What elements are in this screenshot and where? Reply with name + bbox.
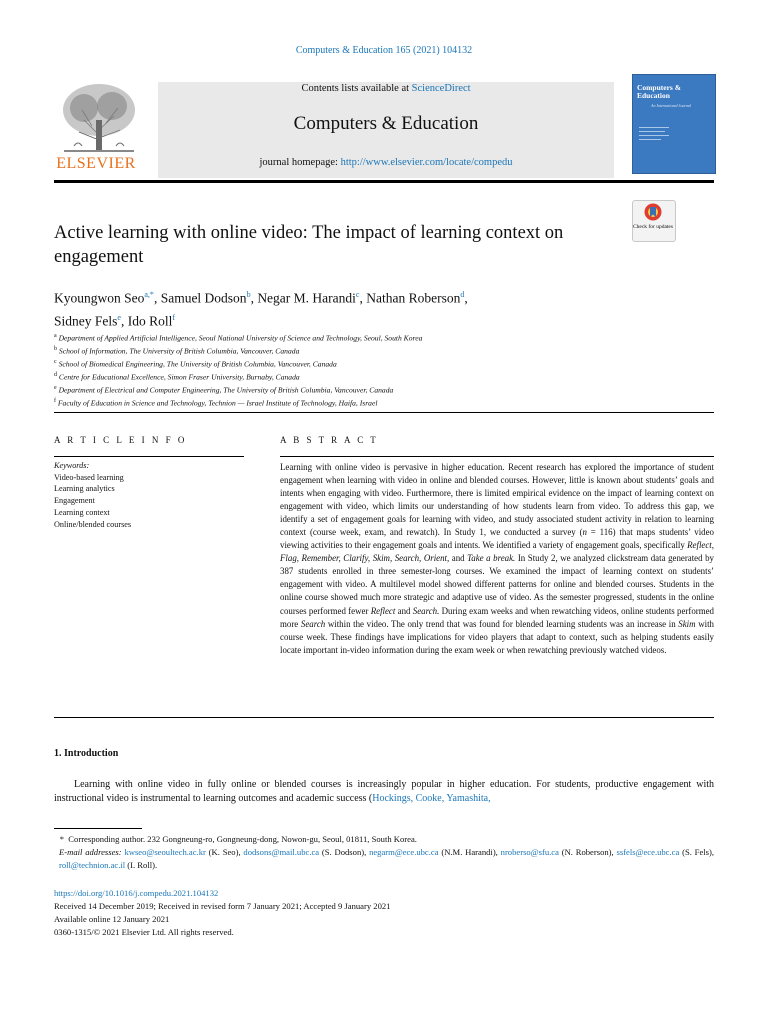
- author-affiliation-marker[interactable]: e: [117, 312, 121, 322]
- email-link[interactable]: nroberso@sfu.ca: [500, 847, 559, 857]
- affiliation: [54, 331, 714, 344]
- email-link[interactable]: roll@technion.ac.il: [59, 860, 126, 870]
- publisher-name: ELSEVIER: [56, 155, 136, 172]
- abstract-fragment: with course week. These findings have implications for video players that adapt to context, such as helping students easily locate important in-video information during the exam week or when rewatching previously watched videos.: [280, 618, 714, 655]
- author-separator: ,: [250, 290, 258, 306]
- keyword-item[interactable]: Video-based learning: [54, 472, 124, 482]
- introduction-heading: 1. Introduction: [54, 748, 119, 759]
- bookmark-update-icon: [644, 203, 662, 221]
- affiliation-text: School of Information, The University of British Columbia, Vancouver, Canada: [58, 346, 300, 356]
- homepage-line: [158, 157, 614, 168]
- email-owner: (S. Dodson),: [319, 847, 370, 857]
- keyword-item[interactable]: Learning context: [54, 507, 110, 517]
- keyword-item[interactable]: Engagement: [54, 496, 95, 506]
- affiliation: [54, 344, 714, 357]
- author-list: [54, 285, 694, 330]
- abstract-fragment: within the video. The only trend that was found for blended learning students was an increase in: [325, 618, 679, 629]
- article-info-heading: A R T I C L E I N F O: [54, 435, 187, 445]
- email-owner: (I. Roll).: [125, 860, 158, 870]
- available-online: Available online 12 January 2021: [54, 914, 170, 924]
- homepage-link[interactable]: http://www.elsevier.com/locate/compedu: [340, 157, 513, 168]
- cover-title: Computers & Education: [637, 83, 681, 100]
- email-owner: (N.M. Harandi),: [438, 847, 501, 857]
- email-owner: (N. Roberson),: [558, 847, 617, 857]
- author-affiliation-marker[interactable]: d: [460, 290, 465, 299]
- affiliation-text: Department of Applied Artificial Intelligence, Seoul National University of Science and Technology, Seoul, South Korea: [58, 333, 423, 343]
- homepage-prefix: journal homepage:: [259, 157, 341, 168]
- affiliation-marker: e: [54, 385, 57, 392]
- author-affiliation-marker[interactable]: b: [246, 290, 251, 299]
- abstract-fragment: Reflect, Flag, Remember, Clarify, Skim, Search, Orient,: [280, 540, 714, 564]
- abstract-fragment: Skim: [678, 618, 696, 629]
- author-name[interactable]: Negar M. Harandi: [257, 290, 356, 306]
- publication-info: [54, 887, 714, 939]
- email-link[interactable]: dodsons@mail.ubc.ca: [243, 847, 320, 857]
- affiliation: [54, 383, 714, 396]
- introduction-body: Learning with online video in fully online or blended courses is increasingly popular in higher education. For students, productive engagement with instructional video is instrumental to learning outcomes and academic success (: [54, 779, 714, 804]
- keyword-item[interactable]: Learning analytics: [54, 484, 115, 494]
- abstract-fragment: In Study 2, we analyzed clickstream data generated by 387 students enrolled in three semester-long courses. We examined the impact of learning context on students’ engagement with video. A multilevel model showed different patterns for online and blended courses. Students in the online course showed much more strategic and adaptive use of video. As the semester progressed, students in the online courses performed fewer: [280, 553, 714, 616]
- abstract-fragment: Take a break.: [467, 553, 516, 564]
- section-divider: [54, 717, 714, 718]
- corresponding-author-note: * Corresponding author. 232 Gongneung-ro, Gongneung-dong, Nowon-gu, Seoul, 01811, South Korea.: [59, 834, 417, 844]
- affiliation-list: [54, 331, 714, 409]
- abstract-divider: [280, 456, 714, 457]
- copyright-line: 0360-1315/© 2021 Elsevier Ltd. All rights reserved.: [54, 927, 234, 937]
- author-separator: ,: [359, 290, 367, 306]
- footnote-divider: [54, 828, 142, 829]
- sciencedirect-link[interactable]: ScienceDirect: [411, 83, 471, 94]
- footnotes: [54, 833, 714, 872]
- email-link[interactable]: ssfels@ece.ubc.ca: [616, 847, 680, 857]
- email-owner: (K. Seo),: [205, 847, 244, 857]
- email-addresses: [54, 846, 714, 872]
- abstract-fragment: Search.: [412, 605, 440, 616]
- email-link[interactable]: kwseo@seoultech.ac.kr: [124, 847, 206, 857]
- citation-link[interactable]: Hockings, Cooke, Yamashita,: [372, 793, 491, 804]
- affiliation: [54, 370, 714, 383]
- affiliation-marker: a: [54, 333, 57, 339]
- contents-prefix: Contents lists available at: [301, 83, 412, 94]
- abstract-fragment: Reflect: [370, 605, 396, 616]
- author-affiliation-marker[interactable]: f: [172, 312, 176, 322]
- affiliation: [54, 396, 714, 409]
- article-info-divider: [54, 456, 244, 457]
- affiliation-marker: d: [54, 372, 57, 379]
- journal-reference[interactable]: Computers & Education 165 (2021) 104132: [295, 45, 473, 56]
- affiliation-text: Centre for Educational Excellence, Simon Fraser University, Burnaby, Canada: [58, 372, 300, 382]
- abstract-fragment: and: [449, 553, 468, 564]
- doi-link[interactable]: https://doi.org/10.1016/j.compedu.2021.104132: [54, 888, 219, 898]
- abstract-heading: A B S T R A C T: [280, 435, 379, 445]
- abstract-fragment: Search: [300, 618, 326, 629]
- affiliation-text: Department of Electrical and Computer Engineering, The University of British Columbia, Vancouver, Canada: [58, 385, 394, 395]
- author-name[interactable]: Sidney Fels: [54, 313, 118, 328]
- received-dates: Received 14 December 2019; Received in revised form 7 January 2021; Accepted 9 January 2021: [54, 901, 391, 911]
- abstract-fragment: and: [395, 605, 413, 616]
- affiliation-text: Faculty of Education in Science and Technology, Technion — Israel Institute of Technology, Haifa, Israel: [57, 398, 378, 408]
- affiliation-marker: b: [54, 346, 57, 353]
- keywords-block: [54, 460, 244, 530]
- journal-title: Computers & Education: [293, 113, 479, 134]
- check-for-updates-label: Check for updates: [632, 224, 673, 230]
- author-separator: ,: [464, 290, 468, 306]
- abstract-fragment: During exam weeks and when rewatching videos, online students performed more: [280, 605, 714, 629]
- email-link[interactable]: negarm@ece.ubc.ca: [369, 847, 439, 857]
- section-divider: [54, 412, 714, 413]
- abstract-fragment: Learning with online video is pervasive in higher education. Recent research has explored the importance of student engagement when learning with video in online and blended courses. However, little is known about students’ goals and intents when engaging with video. Furthermore, there is limited empirical evidence on the impact of learning context on engagement with video, which limits our understanding of how students learn from video. To address this gap, we identify a set of engagement goals for learning with video, and study associated student activity in relation to learning context (course week, exam, and rewatch). In Study 1, we conducted a survey (: [280, 462, 714, 538]
- keywords-label: Keywords:: [54, 461, 90, 470]
- abstract-fragment: = 116) that maps students’ video viewing activities to their engagement goals and intents. We identified a variety of engagement goals, specifically: [280, 527, 714, 551]
- author-name[interactable]: Ido Roll: [127, 313, 173, 328]
- keyword-item[interactable]: Online/blended courses: [54, 519, 132, 529]
- author-affiliation-marker[interactable]: a,*: [144, 290, 154, 299]
- header-divider: [54, 180, 714, 183]
- corresponding-text: Corresponding author. 232 Gongneung-ro, Gongneung-dong, Nowon-gu, Seoul, 01811, South Korea.: [68, 834, 417, 844]
- author-name[interactable]: Kyoungwon Seo: [54, 290, 145, 306]
- email-label: E-mail addresses:: [59, 847, 122, 857]
- contents-line: [158, 83, 614, 94]
- author-separator: ,: [153, 290, 161, 306]
- article-title: Active learning with online video: The impact of learning context on engagement: [54, 223, 564, 267]
- author-name[interactable]: Nathan Roberson: [366, 290, 461, 306]
- abstract-text: [280, 461, 714, 657]
- affiliation-text: School of Biomedical Engineering, The University of British Columbia, Vancouver, Canada: [58, 359, 337, 369]
- author-separator: ,: [120, 313, 128, 328]
- author-affiliation-marker[interactable]: c: [355, 290, 360, 299]
- author-name[interactable]: Samuel Dodson: [160, 290, 247, 306]
- abstract-fragment: n: [582, 527, 587, 538]
- keywords-list: [54, 472, 244, 531]
- affiliation-marker: f: [54, 398, 56, 405]
- email-owner: (S. Fels),: [679, 847, 715, 857]
- introduction-text: [54, 778, 714, 806]
- affiliation-marker: c: [54, 359, 57, 366]
- cover-subtitle: An International Journal: [651, 103, 691, 108]
- affiliation: [54, 357, 714, 370]
